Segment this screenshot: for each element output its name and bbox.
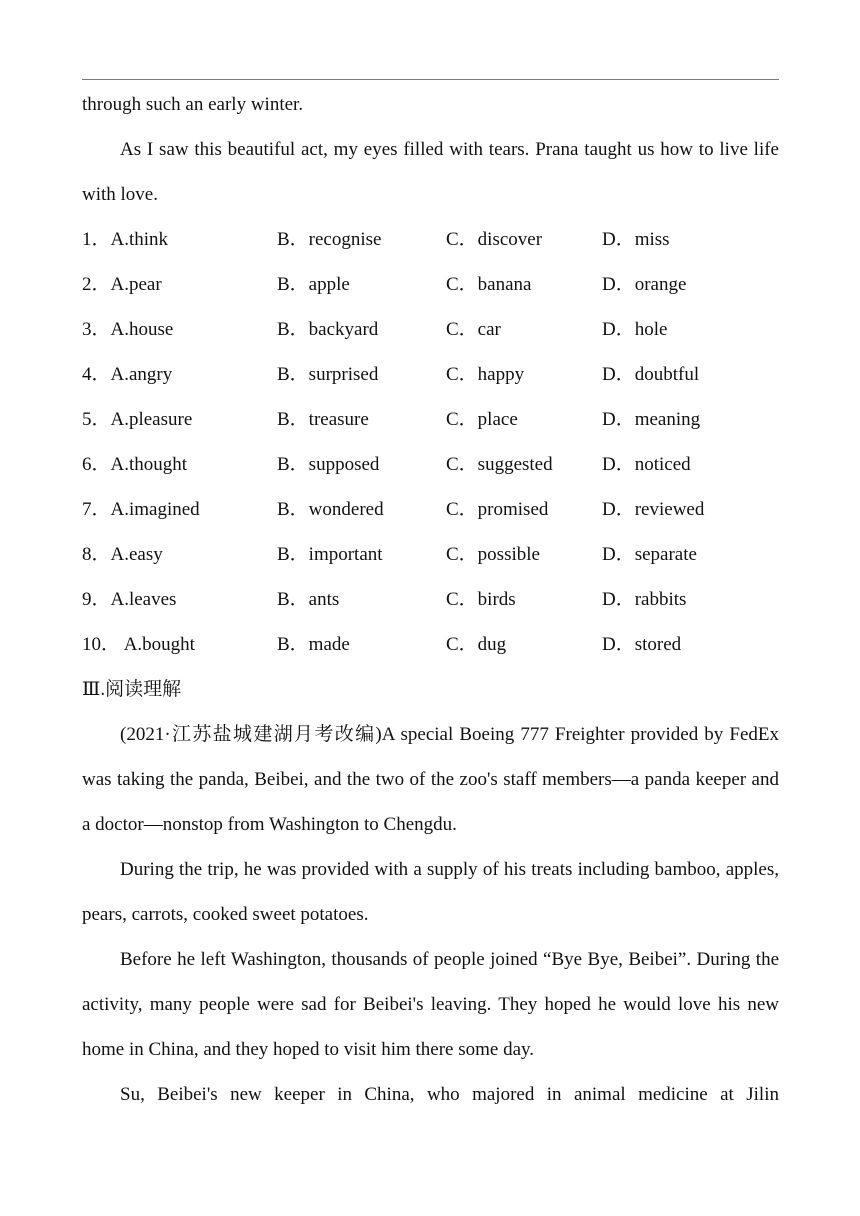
option-b: B．ants [277, 589, 340, 610]
header-rule [82, 79, 779, 80]
option-d: D．doubtful [602, 364, 700, 385]
option-row-2 [82, 262, 779, 307]
option-b: B．backyard [277, 319, 379, 340]
reading-paragraph-2: During the trip, he was provided with a supply of his treats including bamboo, apples, pears, carrots, cooked sweet potatoes. [82, 859, 779, 925]
option-c: C．happy [446, 364, 525, 385]
option-a: 8．A.easy [82, 544, 163, 565]
option-b: B．surprised [277, 364, 379, 385]
passage-fragment: through such an early winter. [82, 94, 304, 115]
option-c: C．car [446, 319, 501, 340]
option-row-8 [82, 532, 779, 577]
option-a: 2．A.pear [82, 274, 162, 295]
option-b: B．apple [277, 274, 350, 295]
option-row-6 [82, 442, 779, 487]
option-row-3 [82, 307, 779, 352]
option-b: B．recognise [277, 229, 382, 250]
option-a: 4．A.angry [82, 364, 173, 385]
option-a: 6．A.thought [82, 454, 188, 475]
option-c: C．possible [446, 544, 540, 565]
option-d: D．miss [602, 229, 670, 250]
option-c: C．discover [446, 229, 543, 250]
option-c: C．place [446, 409, 518, 430]
passage-closing-paragraph: As I saw this beautiful act, my eyes filled with tears. Prana taught us how to live life with love. [82, 139, 779, 205]
option-a: 7．A.imagined [82, 499, 200, 520]
option-b: B．made [277, 634, 350, 655]
option-row-10 [82, 622, 779, 667]
option-c: C．suggested [446, 454, 553, 475]
option-a: 3．A.house [82, 319, 174, 340]
section-heading: Ⅲ.阅读理解 [82, 679, 182, 700]
option-row-7 [82, 487, 779, 532]
option-b: B．important [277, 544, 383, 565]
page-content [82, 82, 779, 1117]
option-a: 9．A.leaves [82, 589, 177, 610]
option-d: D．stored [602, 634, 682, 655]
option-a: 1．A.think [82, 229, 169, 250]
option-d: D．reviewed [602, 499, 705, 520]
option-d: D．separate [602, 544, 697, 565]
option-c: C．dug [446, 634, 507, 655]
option-d: D．noticed [602, 454, 691, 475]
option-d: D．hole [602, 319, 668, 340]
options-list [82, 217, 779, 667]
option-c: C．banana [446, 274, 532, 295]
option-b: B．wondered [277, 499, 384, 520]
option-d: D．rabbits [602, 589, 687, 610]
option-row-4 [82, 352, 779, 397]
option-d: D．orange [602, 274, 687, 295]
reading-paragraph-1: (2021·江苏盐城建湖月考改编)A special Boeing 777 Freighter provided by FedEx was taking the panda, Beibei, and the two of the zoo's staff members—a panda keeper and a doctor—nonstop from Washington to Chengdu. [82, 724, 779, 835]
option-a: 10． A.bought [82, 634, 195, 655]
option-a: 5．A.pleasure [82, 409, 193, 430]
option-row-9 [82, 577, 779, 622]
reading-paragraph-3: Before he left Washington, thousands of people joined “Bye Bye, Beibei”. During the activity, many people were sad for Beibei's leaving. They hoped he would love his new home in China, and they hoped to visit him there some day. [82, 949, 779, 1060]
option-c: C．birds [446, 589, 516, 610]
option-c: C．promised [446, 499, 549, 520]
option-b: B．supposed [277, 454, 380, 475]
option-d: D．meaning [602, 409, 701, 430]
option-b: B．treasure [277, 409, 369, 430]
reading-paragraph-4: Su, Beibei's new keeper in China, who majored in animal medicine at Jilin [120, 1084, 779, 1105]
option-row-5 [82, 397, 779, 442]
option-row-1 [82, 217, 779, 262]
